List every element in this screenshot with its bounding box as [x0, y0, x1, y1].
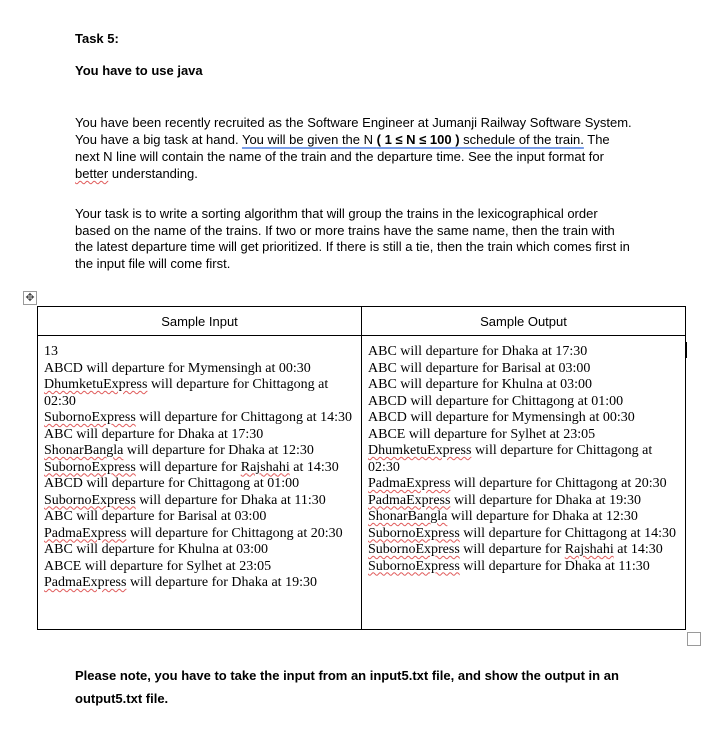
description-text-2: The next N line will contain the name of the train and the departure time. See the input format for — [75, 132, 610, 164]
output-line: SubornoExpress will departure for Rajshahi at 14:30 — [368, 542, 663, 557]
input-line: ShonarBangla will departure for Dhaka at 12:30 — [44, 443, 314, 458]
grammar-flagged-text — [242, 132, 584, 147]
input-line: SubornoExpress will departure for Dhaka at 11:30 — [44, 492, 326, 508]
input-line: DhumketuExpress will departure for Chittagong at 02:30 — [44, 377, 329, 409]
sample-input-cell[interactable] — [38, 336, 362, 630]
task-description: Your task is to write a sorting algorithm that will group the trains in the lexicographical order based on the name of the trains. If two or more trains have the same name, then the train with the latest departure time will get prioritized. If there is still a tie, then the train which comes first in the input file will come first. — [75, 206, 630, 271]
description-text-1: You have been recently recruited as the Software Engineer at Jumanji Railway Software System. You have a big task at hand. — [75, 115, 632, 147]
output-line: ABC will departure for Khulna at 03:00 — [368, 377, 592, 392]
output-line: SubornoExpress will departure for Chittagong at 14:30 — [368, 525, 676, 541]
output-line: ABCD will departure for Chittagong at 01:00 — [368, 393, 624, 409]
input-line: 13 — [44, 344, 58, 359]
input-line: ABC will departure for Khulna at 03:00 — [44, 542, 268, 557]
input-line: PadmaExpress will departure for Dhaka at 19:30 — [44, 575, 317, 590]
input-line: ABCD will departure for Chittagong at 01:00 — [44, 476, 300, 491]
input-line: ABCD will departure for Mymensingh at 00:30 — [44, 360, 311, 376]
output-line: PadmaExpress will departure for Chittagong at 20:30 — [368, 476, 667, 491]
sample-output-header: Sample Output — [362, 307, 686, 336]
input-line: SubornoExpress will departure for Rajshahi at 14:30 — [44, 459, 339, 475]
table-move-handle-icon[interactable]: ✥ — [23, 291, 37, 305]
constraint-text: ( 1 ≤ N ≤ 100 ) — [376, 132, 460, 147]
output-line: PadmaExpress will departure for Dhaka at 19:30 — [368, 492, 641, 508]
spell-flagged-word: better — [75, 166, 109, 181]
sample-io-table — [37, 306, 686, 630]
input-line: ABCE will departure for Sylhet at 23:05 — [44, 558, 272, 574]
task-title: Task 5: — [75, 31, 119, 46]
input-line: ABC will departure for Barisal at 03:00 — [44, 509, 267, 524]
table-resize-handle[interactable] — [687, 632, 701, 646]
text-cursor — [686, 342, 687, 358]
description-text-3: understanding. — [108, 166, 198, 181]
sample-input-header: Sample Input — [38, 307, 362, 336]
input-line: PadmaExpress will departure for Chittagong at 20:30 — [44, 525, 343, 541]
output-line: ABCE will departure for Sylhet at 23:05 — [368, 426, 596, 442]
sample-output-cell[interactable] — [362, 336, 686, 630]
file-io-note: Please note, you have to take the input from an input5.txt file, and show the output in an output5.txt file. — [75, 668, 619, 706]
output-line: ShonarBangla will departure for Dhaka at 12:30 — [368, 509, 638, 524]
output-line: ABC will departure for Dhaka at 17:30 — [368, 344, 588, 359]
output-line: DhumketuExpress will departure for Chittagong at 02:30 — [368, 443, 653, 475]
underlined-text-2: schedule of the train. — [459, 132, 584, 147]
output-line: SubornoExpress will departure for Dhaka at 11:30 — [368, 558, 650, 574]
input-line: ABC will departure for Dhaka at 17:30 — [44, 426, 264, 442]
input-line: SubornoExpress will departure for Chittagong at 14:30 — [44, 410, 352, 425]
underlined-text: You will be given the N — [241, 132, 377, 147]
output-line: ABCD will departure for Mymensingh at 00:30 — [368, 410, 635, 425]
language-requirement: You have to use java — [75, 63, 203, 78]
problem-description — [75, 114, 635, 182]
output-line: ABC will departure for Barisal at 03:00 — [368, 360, 591, 376]
